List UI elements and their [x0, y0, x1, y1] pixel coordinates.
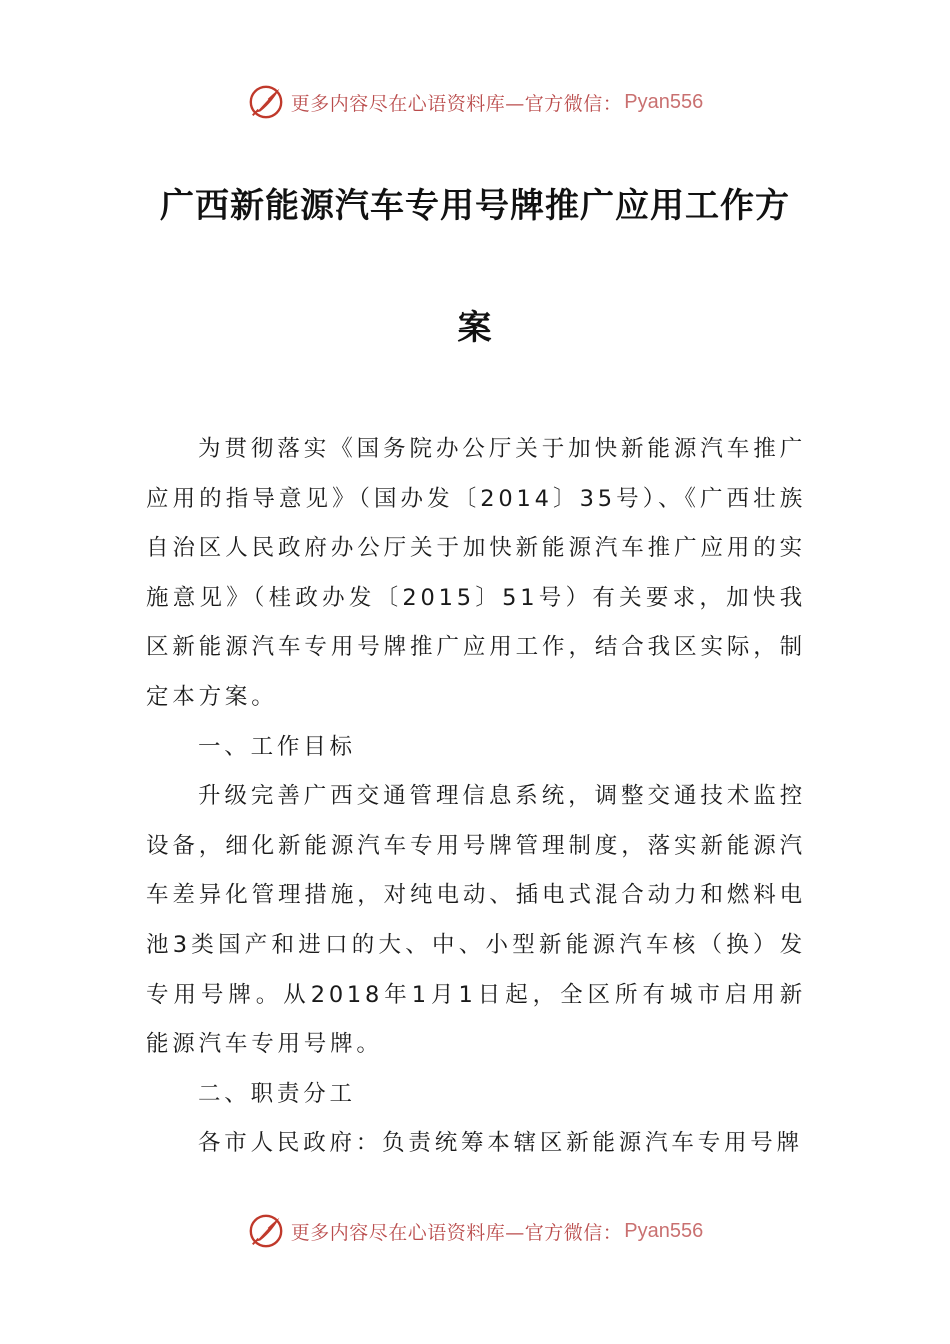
paragraph-goals: 升级完善广西交通管理信息系统，调整交通技术监控设备，细化新能源汽车专用号牌管理制度，落实新能源汽车差异化管理措施，对纯电动、插电式混合动力和燃料电池3类国产和进口的大、中、小型新能源汽车核（换）发专用号牌。从2018年1月1日起，全区所有城市启用新能源汽车专用号牌。 [146, 783, 806, 1058]
footer-watermark [0, 1209, 950, 1253]
section-heading-goals: 一、工作目标 [198, 733, 356, 760]
watermark-text: 更多内容尽在心语资料库—官方微信： [290, 1221, 623, 1244]
section-heading-duties: 二、职责分工 [198, 1080, 356, 1107]
watermark-wechat-id: Pyan556 [624, 1219, 704, 1242]
quill-logo-icon [247, 1212, 285, 1250]
document-title-line-2: 案 [457, 308, 493, 348]
paragraph-intro: 为贯彻落实《国务院办公厅关于加快新能源汽车推广应用的指导意见》（国办发〔2014〕35号）、《广西壮族自治区人民政府办公厅关于加快新能源汽车推广应用的实施意见》（桂政办发〔2015〕51号）有关要求，加快我区新能源汽车专用号牌推广应用工作，结合我区实际，制定本方案。 [146, 436, 806, 710]
header-watermark [0, 80, 950, 124]
paragraph-duties: 各市人民政府：负责统筹本辖区新能源汽车专用号牌 [198, 1130, 803, 1157]
document-body [146, 425, 806, 1169]
quill-logo-icon [247, 83, 285, 121]
watermark-text: 更多内容尽在心语资料库—官方微信： [290, 92, 623, 115]
watermark-wechat-id: Pyan556 [624, 90, 704, 113]
document-title-line-1: 广西新能源汽车专用号牌推广应用工作方 [160, 186, 790, 226]
